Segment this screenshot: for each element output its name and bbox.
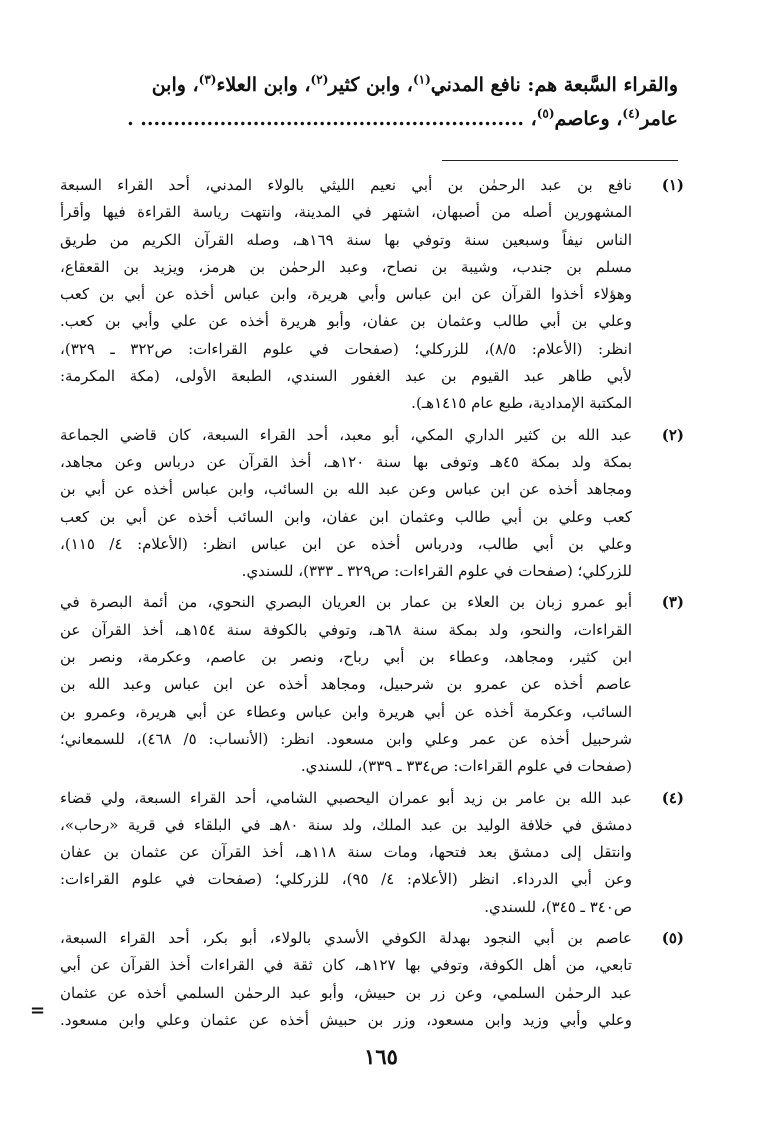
footnote-line: أبو عمرو زبان بن العلاء بن عمار بن العريان البصري النحوي، من أئمة البصرة في xyxy=(60,593,632,612)
footnote-line: المكتبة الإمدادية، طبع عام ١٤١٥هـ). xyxy=(411,394,632,413)
main-line-1 xyxy=(60,68,678,102)
footnote-ref-1[interactable]: (١) xyxy=(412,72,431,87)
footnote-line: وعن أبي الدرداء. انظر (الأعلام: ٤/ ٩٥)، للزركلي؛ (صفحات في علوم القراءات: xyxy=(60,870,632,889)
footnote-4 xyxy=(60,785,684,921)
main-paragraph xyxy=(60,68,678,136)
footnote-line: الناس نيفاً وسبعين سنة وتوفي بها سنة ١٦٩هـ، وصله القرآن الكريم من طريق xyxy=(60,230,632,249)
footnote-ref-4[interactable]: (٤) xyxy=(622,106,641,121)
footnote-number: (٤) xyxy=(661,788,684,807)
footnote-line: المشهورين أصله من أصبهان، اشتهر في المدينة، وانتهت رياسة القراءة فيها وأقرأ xyxy=(60,203,632,222)
main-text-segment: ، وابن xyxy=(151,74,199,96)
page-number: ١٦٥ xyxy=(364,1044,398,1069)
footnote-line: عبد الرحمٰن السلمي، وعن زر بن حبيش، وأبو عبد الرحمٰن السلمي أخذه عن عثمان xyxy=(60,983,632,1002)
footnote-line: عبد الله بن كثير الداري المكي، أبو معبد، أحد القراء السبعة، كان قاضي الجماعة xyxy=(60,425,632,444)
footnote-line: كعب وعلي بن أبي طالب وعثمان ابن عفان، وابن السائب أخذه عن أبي بن كعب xyxy=(60,507,632,526)
footnote-ref-5[interactable]: (٥) xyxy=(536,106,555,121)
footnote-1 xyxy=(60,172,684,418)
footnote-separator xyxy=(442,160,678,161)
footnote-line: القراءات، والنحو، ولد بمكة سنة ٦٨هـ، وتوفي بالكوفة سنة ١٥٤هـ، أخذ القرآن عن xyxy=(60,620,632,639)
footnotes-section xyxy=(60,172,684,1038)
footnote-line: السائب، وعكرمة أخذه عن أبي هريرة وابن عباس وعطاء عن أبي هريرة، وعمرو بن xyxy=(60,702,632,721)
footnote-line: عبد الله بن عامر بن زيد أبو عمران اليحصبي الشامي، أحد القراء السبعة، ولي قضاء xyxy=(60,788,632,807)
footnote-number: (٣) xyxy=(661,593,684,612)
footnote-line: مسلم بن جندب، وشيبة بن نصاح، وعبد الرحمٰن بن هرمز، ويزيد بن القعقاع، xyxy=(60,257,632,276)
footnote-line: (صفحات في علوم القراءات: ص٣٣٤ ـ ٣٣٩)، للسندي. xyxy=(300,757,632,776)
footnote-line: ص٣٤٠ ـ ٣٤٥)، للسندي. xyxy=(484,897,632,916)
footnote-line: وعلي بن أبي طالب وعثمان بن عفان، وأبو هريرة أخذه عن علي وأبي بن كعب. xyxy=(60,312,632,331)
footnote-line: وهؤلاء أخذوا القرآن عن ابن عباس وأبي هريرة، وابن عباس أخذه عن أبي بن كعب xyxy=(60,285,632,304)
footnote-line: عاصم أخذه عن عمرو بن شرحبيل، ومجاهد أخذه عن ابن عباس وعبد الله بن xyxy=(60,675,632,694)
footnote-line: نافع بن عبد الرحمٰن بن أبي نعيم الليثي بالولاء المدني، أحد القراء السبعة xyxy=(60,176,632,194)
footnote-line: ومجاهد أخذه عن ابن عباس وعن عبد الله بن السائب، وابن عباس أخذه عن أبي بن xyxy=(60,480,632,499)
footnote-line: وانتقل إلى دمشق بعد فتحها، ومات سنة ١١٨هـ، أخذ القرآن عن عثمان بن عفان xyxy=(60,843,632,862)
footnote-line: انظر: (الأعلام: ٨/٥)، للزركلي؛ (صفحات في علوم القراءات: ص٣٢٢ ـ ٣٢٩)، xyxy=(60,339,632,358)
footnote-number: (٢) xyxy=(661,425,684,444)
footnote-line: لأبي طاهر عبد القيوم بن عبد الغفور السندي، الطبعة الأولى، (مكة المكرمة: xyxy=(60,367,632,386)
main-text-segment: ، وابن العلاء xyxy=(216,74,311,96)
footnote-2 xyxy=(60,422,684,586)
main-text-segment: عامر xyxy=(640,108,678,130)
footnote-line: عاصم بن أبي النجود بهدلة الكوفي الأسدي بالولاء، أبو بكر، أحد القراء السبعة، xyxy=(60,929,632,948)
footnote-line: وعلي بن أبي طالب، ودرباس أخذه عن ابن عباس انظر: (الأعلام: ٤/ ١١٥)، xyxy=(60,534,632,553)
footnote-ref-3[interactable]: (٣) xyxy=(198,72,217,87)
footnote-line: بمكة ولد بمكة ٤٥هـ وتوفى بها سنة ١٢٠هـ، أخذ القرآن عن درباس وعن مجاهد، xyxy=(60,452,632,471)
main-text-segment: ، وعاصم xyxy=(554,108,623,130)
footnote-line: ابن كثير، ومجاهد، وعطاء بن أبي رباح، ونصر بن عاصم، وعكرمة، ونصر بن xyxy=(60,648,632,667)
footnote-line: تابعي، من أهل الكوفة، وتوفي بها ١٢٧هـ، كان ثقة في القراءات أخذ القرآن عن أبي xyxy=(60,956,632,975)
footnote-ref-2[interactable]: (٢) xyxy=(310,72,329,87)
footnote-line: شرحبيل أخذه عن عمر وعلي وابن مسعود. انظر: (الأنساب: ٥/ ٤٦٨)، للسمعاني؛ xyxy=(60,729,632,748)
footnote-number: (٥) xyxy=(661,929,684,948)
footnote-line: دمشق في خلافة الوليد بن عبد الملك، ولد سنة ٨٠هـ في البلقاء في قرية «رحاب»، xyxy=(60,815,632,834)
main-text-segment: ، وابن كثير xyxy=(328,74,413,96)
footnote-5 xyxy=(60,925,684,1034)
footnote-number: (١) xyxy=(661,176,684,194)
main-line-2 xyxy=(60,102,678,136)
footnote-line: للزركلي؛ (صفحات في علوم القراءات: ص٣٢٩ ـ ٣٣٣)، للسندي. xyxy=(241,562,632,581)
continuation-mark: = xyxy=(30,1000,46,1021)
footnote-line: وعلي وأبي وزيد وابن مسعود، وزر بن حبيش أخذه عن عثمان وعلي وابن مسعود. xyxy=(60,1010,632,1029)
main-text-dots: ، .......................................................... . xyxy=(127,108,537,130)
page-body xyxy=(60,68,684,1029)
footnote-3 xyxy=(60,589,684,780)
main-text-segment: والقراء السَّبعة هم: نافع المدني xyxy=(430,74,678,96)
